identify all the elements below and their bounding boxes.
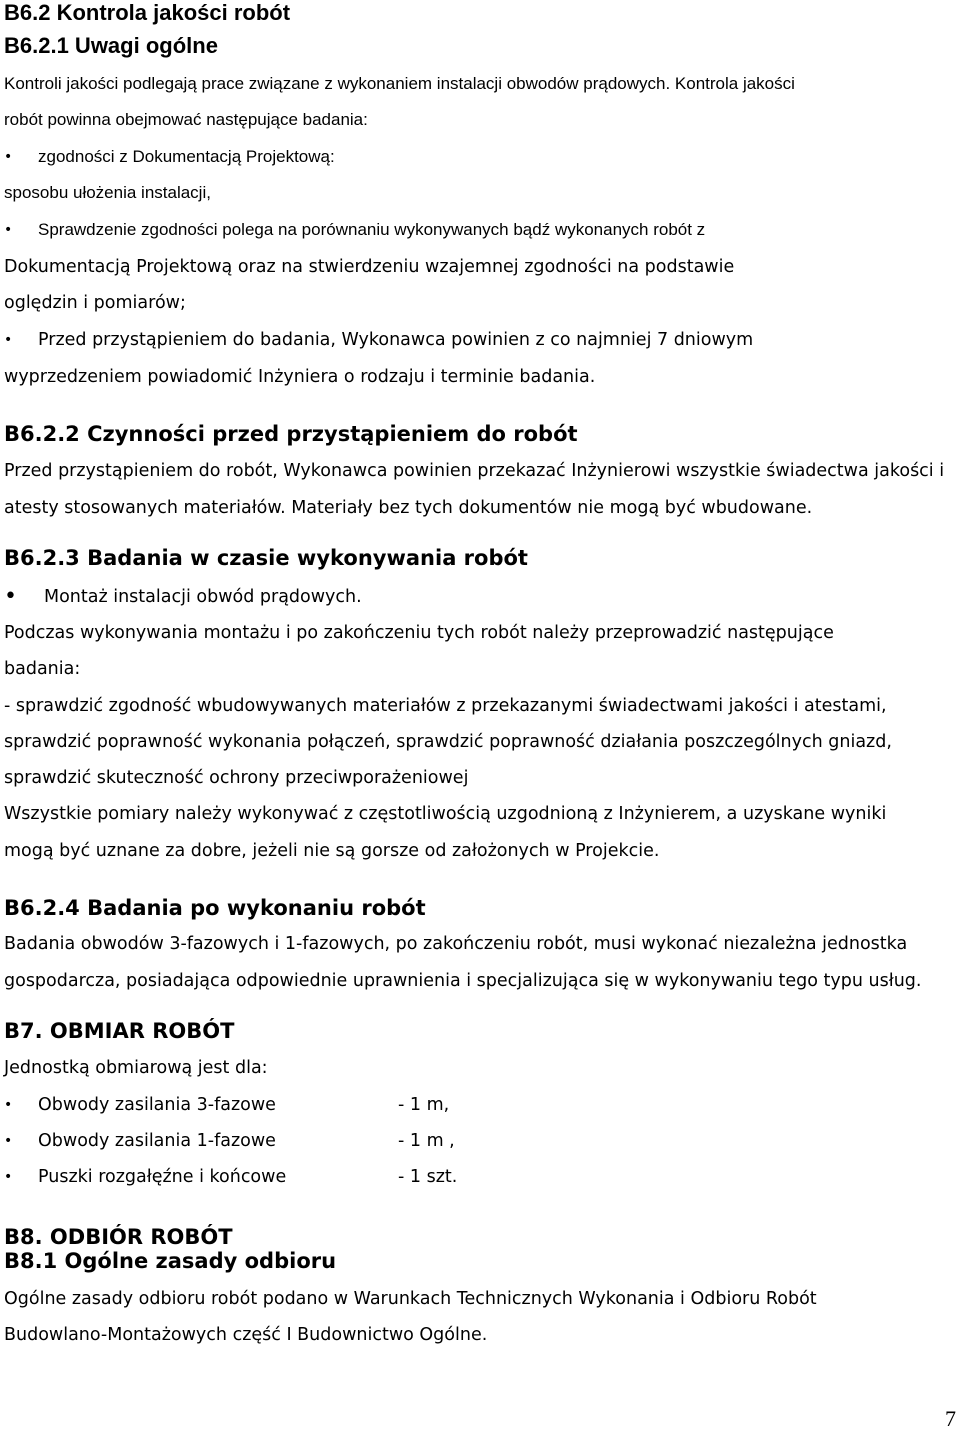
heading-b6-2-3: B6.2.3 Badania w czasie wykonywania robót: [4, 546, 528, 570]
heading-b7: B7. OBMIAR ROBÓT: [4, 1019, 235, 1043]
list-item-unit: - 1 szt.: [398, 1167, 458, 1187]
heading-b6-2-2: B6.2.2 Czynności przed przystąpieniem do robót: [4, 422, 578, 446]
list-item: Puszki rozgałęźne i końcowe: [38, 1167, 287, 1187]
bullet-icon: •: [4, 1133, 13, 1149]
list-item: zgodności z Dokumentacją Projektową:: [38, 147, 335, 166]
heading-b8: B8. ODBIÓR ROBÓT: [4, 1225, 233, 1249]
bullet-icon: •: [4, 1097, 13, 1113]
paragraph-line: Przed przystąpieniem do robót, Wykonawca powinien przekazać Inżynierowi wszystkie świadectwa jakości i: [4, 461, 945, 481]
paragraph-line: sposobu ułożenia instalacji,: [4, 183, 211, 202]
heading-b6-2-1: B6.2.1 Uwagi ogólne: [4, 33, 218, 58]
paragraph-line: Budowlano-Montażowych część I Budownictwo Ogólne.: [4, 1325, 488, 1345]
paragraph-line: Podczas wykonywania montażu i po zakończeniu tych robót należy przeprowadzić następujące: [4, 623, 834, 643]
paragraph-line: badania:: [4, 659, 81, 679]
heading-b8-1: B8.1 Ogólne zasady odbioru: [4, 1249, 337, 1273]
paragraph-line: Ogólne zasady odbioru robót podano w Warunkach Technicznych Wykonania i Odbioru Robót: [4, 1289, 817, 1309]
paragraph-line: mogą być uznane za dobre, jeżeli nie są gorsze od założonych w Projekcie.: [4, 841, 660, 861]
paragraph-line: Jednostką obmiarową jest dla:: [4, 1058, 268, 1078]
list-item-unit: - 1 m,: [398, 1095, 450, 1115]
page-number: 7: [945, 1406, 956, 1431]
bullet-icon: •: [4, 222, 13, 238]
heading-b6-2: B6.2 Kontrola jakości robót: [4, 0, 291, 25]
bullet-icon: •: [4, 584, 17, 609]
bullet-icon: •: [4, 1169, 13, 1185]
paragraph-line: sprawdzić poprawność wykonania połączeń, sprawdzić poprawność działania poszczególnych gniazd,: [4, 732, 892, 752]
paragraph-line: gospodarcza, posiadająca odpowiednie uprawnienia i specjalizująca się w wykonywaniu tego typu usług.: [4, 971, 922, 991]
list-item: Obwody zasilania 3-fazowe: [38, 1095, 276, 1115]
paragraph-line: Kontroli jakości podlegają prace związane z wykonaniem instalacji obwodów prądowych. Kontrola jakości: [4, 74, 795, 93]
paragraph-line: wyprzedzeniem powiadomić Inżyniera o rodzaju i terminie badania.: [4, 367, 596, 387]
paragraph-line: Wszystkie pomiary należy wykonywać z częstotliwością uzgodnioną z Inżynierem, a uzyskane wyniki: [4, 804, 887, 824]
list-item: Sprawdzenie zgodności polega na porównaniu wykonywanych bądź wykonanych robót z: [38, 220, 706, 239]
paragraph-line: sprawdzić skuteczność ochrony przeciwporażeniowej: [4, 768, 469, 788]
paragraph-line: - sprawdzić zgodność wbudowywanych materiałów z przekazanymi świadectwami jakości i atestami,: [4, 696, 887, 716]
bullet-icon: •: [4, 332, 13, 348]
list-item-unit: - 1 m ,: [398, 1131, 455, 1151]
paragraph-line: Dokumentacją Projektową oraz na stwierdzeniu wzajemnej zgodności na podstawie: [4, 257, 735, 277]
bullet-icon: •: [4, 149, 13, 165]
heading-b6-2-4: B6.2.4 Badania po wykonaniu robót: [4, 896, 426, 920]
paragraph-line: atesty stosowanych materiałów. Materiały bez tych dokumentów nie mogą być wbudowane.: [4, 498, 813, 518]
paragraph-line: oględzin i pomiarów;: [4, 293, 186, 313]
list-item: Przed przystąpieniem do badania, Wykonawca powinien z co najmniej 7 dniowym: [38, 330, 754, 350]
list-item: Obwody zasilania 1-fazowe: [38, 1131, 276, 1151]
list-item: Montaż instalacji obwód prądowych.: [44, 587, 362, 607]
paragraph-line: Badania obwodów 3-fazowych i 1-fazowych, po zakończeniu robót, musi wykonać niezależna jednostka: [4, 934, 908, 954]
paragraph-line: robót powinna obejmować następujące badania:: [4, 110, 368, 129]
